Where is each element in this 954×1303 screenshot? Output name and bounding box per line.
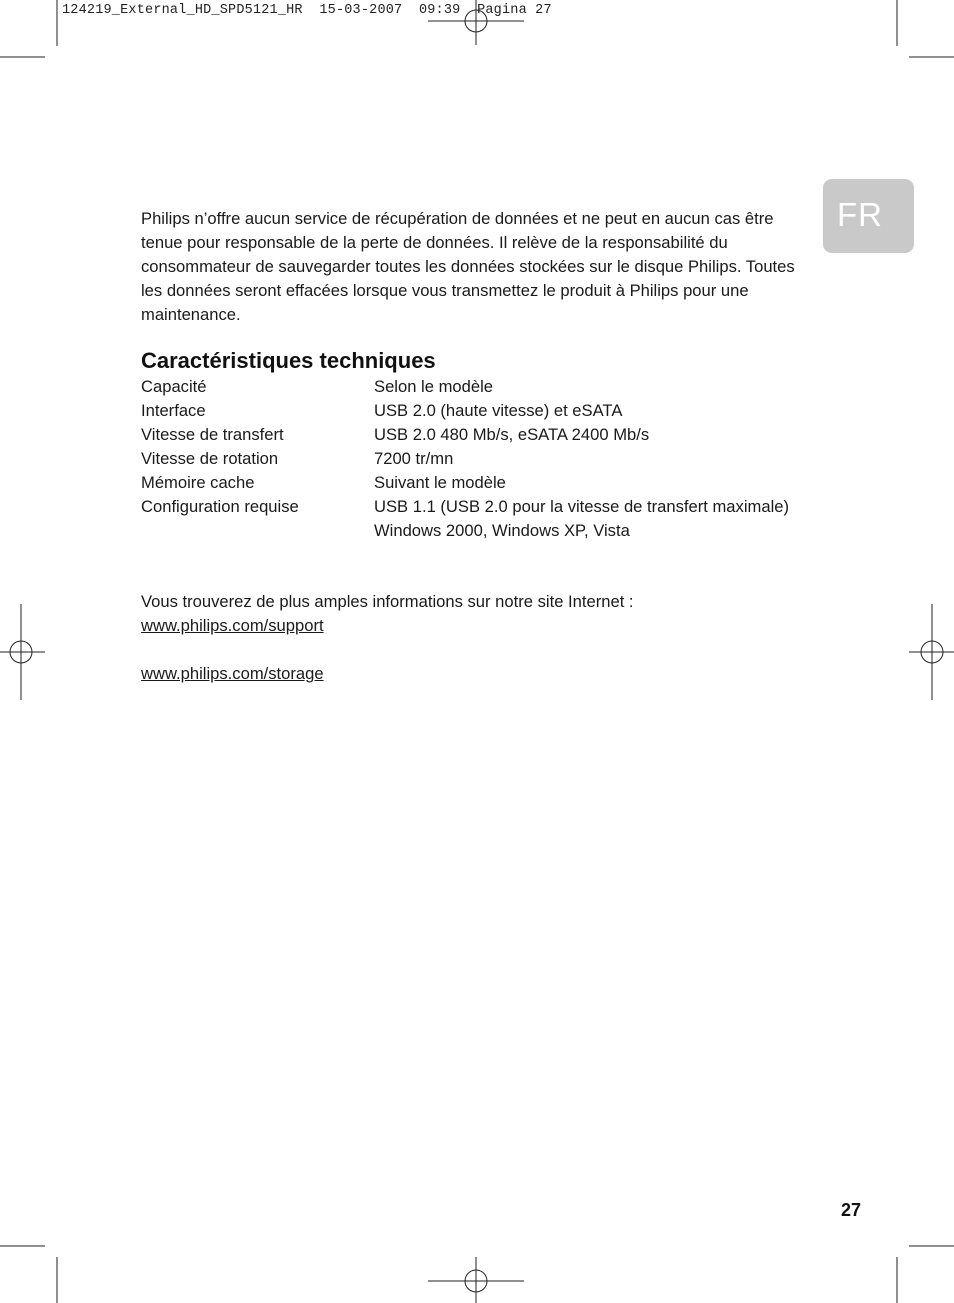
- spec-label: Configuration requise: [141, 497, 299, 516]
- print-slug: 124219_External_HD_SPD5121_HR 15-03-2007 09:39 Pagina 27: [62, 3, 552, 18]
- spec-value: 7200 tr/mn: [374, 449, 454, 468]
- spec-row: [141, 399, 821, 423]
- language-tab-label: FR: [837, 196, 883, 233]
- specs-table: [141, 375, 821, 543]
- support-link[interactable]: www.philips.com/support: [141, 616, 324, 635]
- spec-value: Suivant le modèle: [374, 473, 506, 492]
- spec-row: [141, 471, 821, 495]
- spec-value: USB 2.0 (haute vitesse) et eSATA: [374, 401, 623, 420]
- spec-label: Capacité: [141, 377, 207, 396]
- spec-row: [141, 423, 821, 447]
- spec-value: USB 2.0 480 Mb/s, eSATA 2400 Mb/s: [374, 425, 650, 444]
- storage-link-container: [141, 662, 324, 686]
- disclaimer-paragraph: Philips n’offre aucun service de récupération de données et ne peut en aucun cas être tenue pour responsable de la perte de données. Il relève de la responsabilité du consommateur de sauvegarder toutes les données stockées sur le disque Philips. Toutes les données seront effacées lorsque vous transmettez le produit à Philips pour une maintenance.: [141, 209, 795, 324]
- page-number: 27: [841, 1200, 862, 1220]
- specs-heading: Caractéristiques techniques: [141, 348, 436, 373]
- spec-label: Vitesse de transfert: [141, 425, 284, 444]
- spec-value: Selon le modèle: [374, 377, 494, 396]
- spec-row: [141, 375, 821, 399]
- spec-label: Interface: [141, 401, 206, 420]
- language-tab: [823, 179, 914, 253]
- storage-link[interactable]: www.philips.com/storage: [141, 664, 324, 683]
- spec-label: Vitesse de rotation: [141, 449, 279, 468]
- spec-row: [141, 495, 821, 519]
- spec-value: USB 1.1 (USB 2.0 pour la vitesse de transfert maximale): [374, 497, 790, 516]
- more-info: [141, 590, 634, 638]
- spec-row: [141, 519, 821, 543]
- more-info-text: Vous trouverez de plus amples informations sur notre site Internet :: [141, 592, 634, 611]
- spec-row: [141, 447, 821, 471]
- spec-label: [141, 519, 374, 543]
- spec-label: Mémoire cache: [141, 473, 255, 492]
- spec-value: Windows 2000, Windows XP, Vista: [374, 521, 630, 540]
